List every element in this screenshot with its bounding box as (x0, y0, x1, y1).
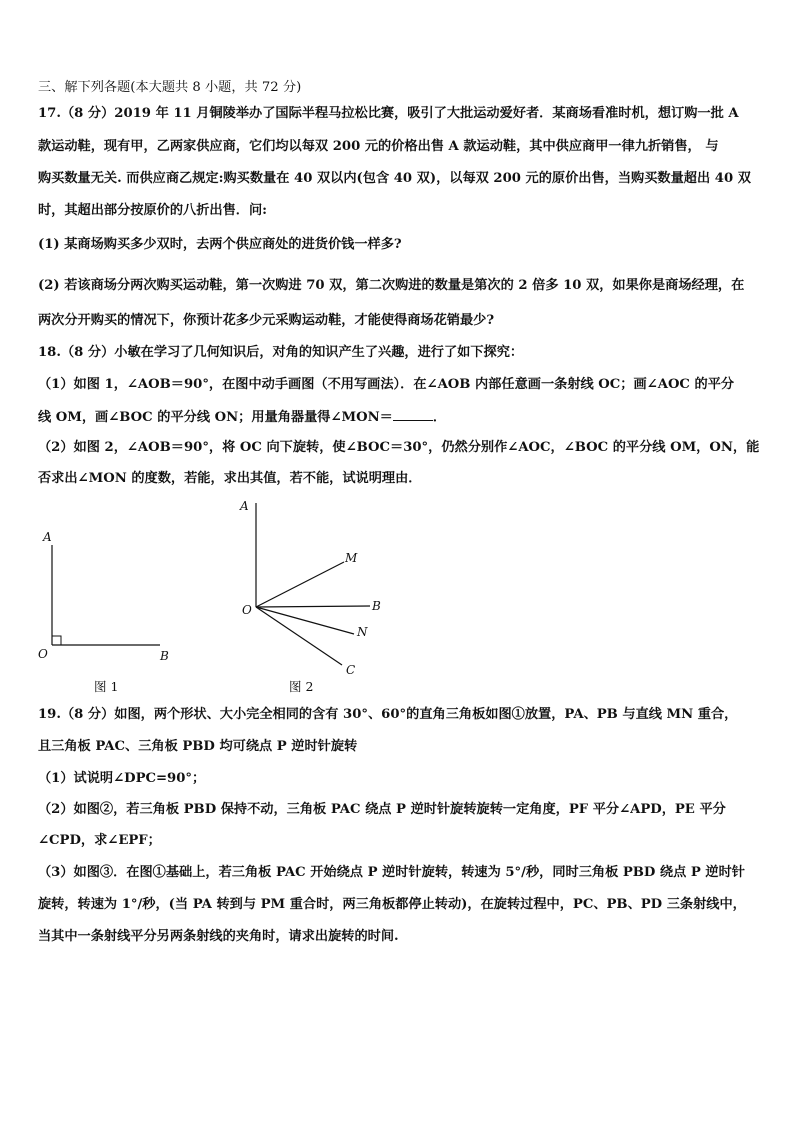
q18-line-3-end: ． (432, 410, 447, 425)
q17-part-1: (1) 某商场购买多少双时，去两个供应商处的进货价钱一样多? (38, 237, 402, 252)
q17-part-2-line-1: (2) 若该商场分两次购买运动鞋，第一次购进 70 双，第二次购进的数量是第次的 2 倍多 10 双，如果你是商场经理，在 (38, 278, 745, 293)
fig2-label-n: N (357, 625, 368, 639)
q18-line-3 (38, 409, 446, 426)
q19-line-2: 且三角板 PAC、三角板 PBD 均可绕点 P 逆时针旋转 (38, 739, 358, 754)
fig2-label-m: M (345, 551, 358, 565)
q18-line-2: （1）如图 1，∠AOB＝90°，在图中动手画图（不用写画法）．在∠AOB 内部任意画一条射线 OC；画∠AOC 的平分 (38, 377, 735, 392)
q19-line-7: 旋转，转速为 1°/秒，(当 PA 转到与 PM 重合时，两三角板都停止转动)，在旋转过程中，PC、PB、PD 三条射线中， (38, 897, 746, 912)
q17-line-1: 17.（8 分）2019 年 11 月铜陵举办了国际半程马拉松比赛，吸引了大批运动爱好者．某商场看准时机，想订购一批 A (38, 106, 739, 121)
q17-line-4: 时，其超出部分按原价的八折出售．问: (38, 203, 268, 218)
q19-line-1: 19.（8 分）如图，两个形状、大小完全相同的含有 30°、60°的直角三角板如图①放置，PA、PB 与直线 MN 重合， (38, 707, 738, 722)
fig2-label-c: C (346, 663, 356, 677)
q18-line-4: （2）如图 2，∠AOB＝90°，将 OC 向下旋转，使∠BOC＝30°，仍然分别作∠AOC，∠BOC 的平分线 OM，ON，能 (38, 440, 760, 455)
q19-line-5: ∠CPD，求∠EPF； (38, 833, 161, 848)
fig2-label-b: B (372, 599, 381, 613)
fig2-label-a: A (240, 499, 249, 513)
fig2-ray-om (256, 562, 344, 607)
fig1-right-angle-mark (52, 636, 61, 645)
section-heading: 三、解下列各题(本大题共 8 小题，共 72 分) (38, 80, 302, 95)
fig1-label-b: B (160, 649, 169, 663)
fig2-caption: 图 2 (289, 679, 314, 694)
fig1-label-a: A (43, 530, 52, 544)
q18-line-1: 18.（8 分）小敏在学习了几何知识后，对角的知识产生了兴趣，进行了如下探究： (38, 345, 524, 360)
fig1-label-o: O (38, 647, 48, 661)
q19-line-6: （3）如图③．在图①基础上，若三角板 PAC 开始绕点 P 逆时针旋转，转速为 5°/秒，同时三角板 PBD 绕点 P 逆时针 (38, 865, 745, 880)
q19-line-4: （2）如图②，若三角板 PBD 保持不动，三角板 PAC 绕点 P 逆时针旋转旋转一定角度，PF 平分∠APD，PE 平分 (38, 802, 726, 817)
q17-part-2-line-2: 两次分开购买的情况下，你预计花多少元采购运动鞋，才能使得商场花销最少? (38, 313, 495, 328)
fig2-ray-oc (256, 607, 342, 665)
figure-2 (239, 499, 381, 694)
q19-line-8: 当其中一条射线平分另两条射线的夹角时，请求出旋转的时间. (38, 929, 399, 944)
q18-line-3-text: 线 OM，画∠BOC 的平分线 ON；用量角器量得∠MON＝ (38, 410, 393, 425)
q18-line-5: 否求出∠MON 的度数，若能，求出其值，若不能，试说明理由． (38, 471, 422, 486)
answer-blank (393, 409, 433, 421)
q19-line-3: （1）试说明∠DPC=90°； (38, 771, 206, 786)
q17-line-2: 款运动鞋，现有甲，乙两家供应商，它们均以每双 200 元的价格出售 A 款运动鞋，其中供应商甲一律九折销售， 与 (38, 139, 719, 154)
figure-1 (38, 530, 169, 694)
fig2-ray-ob (256, 606, 370, 607)
fig2-ray-on (256, 607, 354, 634)
fig2-label-o: O (242, 603, 252, 617)
q17-line-3: 购买数量无关. 而供应商乙规定:购买数量在 40 双以内(包含 40 双)，以每双 200 元的原价出售，当购买数量超出 40 双 (38, 171, 751, 186)
fig1-caption: 图 1 (94, 679, 119, 694)
